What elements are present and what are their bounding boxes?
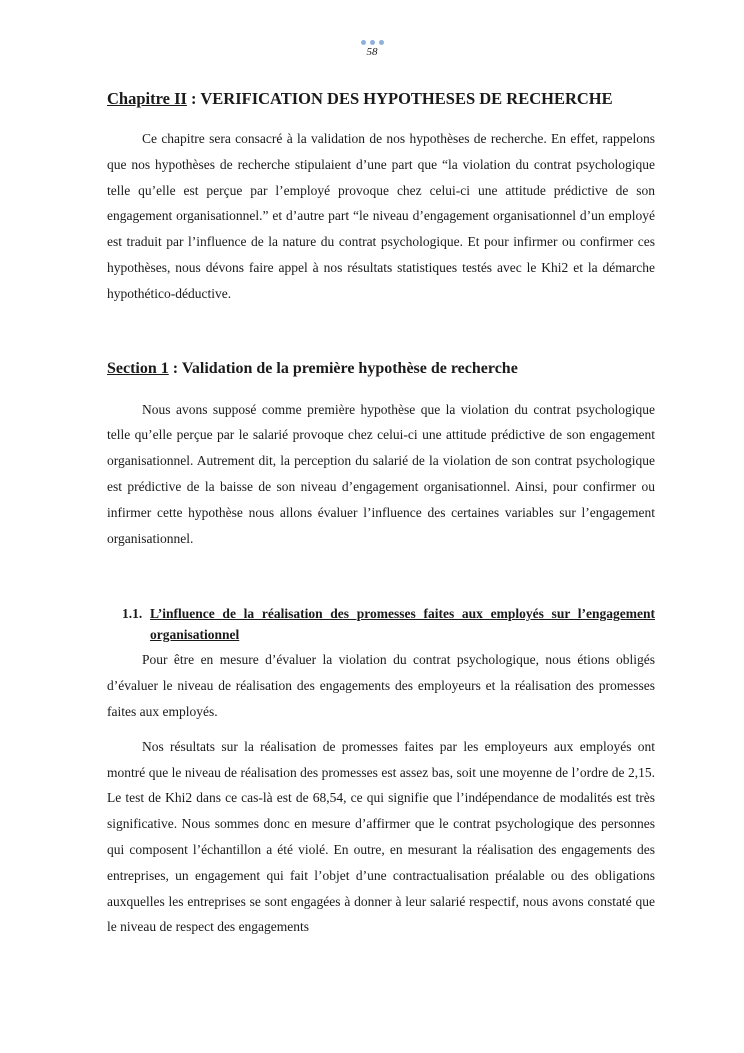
subsection-title: L’influence de la réalisation des promesses faites aux employés sur l’engagement organisationnel bbox=[149, 606, 656, 643]
dot-icon bbox=[370, 40, 375, 45]
page-content bbox=[107, 88, 655, 940]
chapter-title: : VERIFICATION DES HYPOTHESES DE RECHERCHE bbox=[186, 89, 613, 108]
section-heading bbox=[107, 358, 655, 380]
subsection-paragraph-2: Nos résultats sur la réalisation de promesses faites par les employeurs aux employés ont montré que le niveau de réalisation des promesses est assez bas, soit une moyenne de l’ordre de 2,15. Le test de Khi2 dans ce cas-là est de 68,54, ce qui signifie que l’indépendance de modalités est très significative. Nous sommes donc en mesure d’affirmer que le contrat psychologique des personnes qui composent l’échantillon a été violé. En outre, en mesurant la réalisation des engagements des entreprises, un engagement qui fait l’objet d’une contractualisation préalable ou des obligations auxquelles les entreprises se sont engagées à donner à leur salarié respectif, nous avons constaté que le niveau de respect des engagements bbox=[107, 738, 655, 935]
section-label: Section 1 bbox=[107, 359, 169, 377]
chapter-label: Chapitre II bbox=[107, 89, 187, 108]
subsection-heading bbox=[107, 603, 655, 645]
chapter-intro-paragraph: Ce chapitre sera consacré à la validation de nos hypothèses de recherche. En effet, rappelons que nos hypothèses de recherche stipulaient d’une part que “la violation du contrat psychologique telle qu’elle est perçue par l’employé provoque chez celui-ci une attitude prédictive de son engagement organisationnel.” et d’autre part “le niveau d’engagement organisationnel d’un employé est traduit par l’influence de la nature du contrat psychologique. Et pour infirmer ou confirmer ces hypothèses, nous dévons faire appel à nos résultats statistiques testés avec le Khi2 et la démarche hypothético-déductive. bbox=[107, 131, 655, 301]
subsection-number: 1.1. bbox=[122, 606, 143, 622]
section-title: : Validation de la première hypothèse de recherche bbox=[168, 359, 518, 377]
page-header bbox=[0, 40, 744, 58]
chapter-heading bbox=[107, 88, 655, 110]
page-number: 58 bbox=[366, 46, 378, 58]
dot-icon bbox=[361, 40, 366, 45]
subsection-paragraph-1: Pour être en mesure d’évaluer la violation du contrat psychologique, nous étions obligés d’évaluer le niveau de réalisation des engagements des employeurs et la réalisation des promesses faites aux employés. bbox=[107, 652, 655, 719]
dot-icon bbox=[379, 40, 384, 45]
section-intro-paragraph: Nous avons supposé comme première hypothèse que la violation du contrat psychologique telle qu’elle perçue par le salarié provoque chez celui-ci une attitude prédictive de son engagement organisationnel. Autrement dit, la perception du salarié de la violation de son contrat psychologique est prédictive de la baisse de son niveau d’engagement organisationnel. Ainsi, pour confirmer ou infirmer cette hypothèse nous allons évaluer l’influence des certaines variables sur l’engagement organisationnel. bbox=[107, 401, 655, 546]
